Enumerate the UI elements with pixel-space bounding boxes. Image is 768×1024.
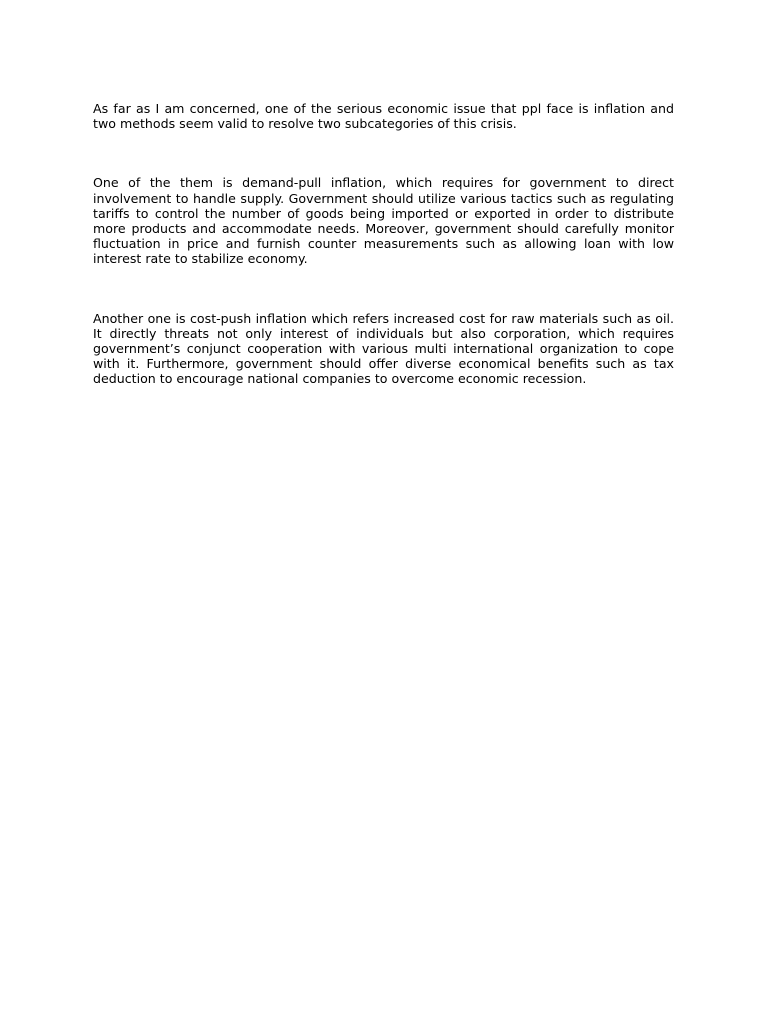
paragraph-intro: As far as I am concerned, one of the serious economic issue that ppl face is inflation and two methods seem valid to resolve two subcategories of this crisis. [93,101,674,132]
paragraph-demand-pull: One of the them is demand-pull inflation, which requires for government to direct involvement to handle supply. Government should utilize various tactics such as regulating tariffs to control the number of goods being imported or exported in order to distribute more products and accommodate needs. Moreover, government should carefully monitor fluctuation in price and furnish counter measurements such as allowing loan with low interest rate to stabilize economy. [93,175,674,267]
paragraph-cost-push: Another one is cost-push inflation which refers increased cost for raw materials such as oil. It directly threats not only interest of individuals but also corporation, which requires government’s conjunct cooperation with various multi international organization to cope with it. Furthermore, government should offer diverse economical benefits such as tax deduction to encourage national companies to overcome economic recession. [93,310,674,387]
document-body [93,101,674,387]
